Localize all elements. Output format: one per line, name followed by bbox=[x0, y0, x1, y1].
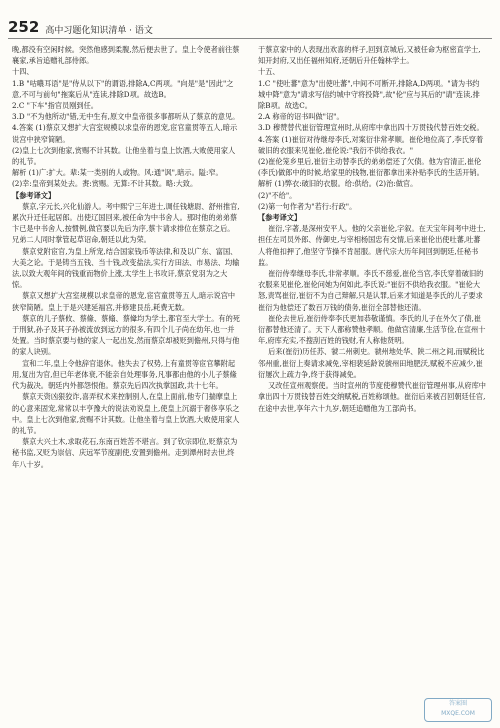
paragraph: 解析 (1)广:扩大。辈:某一类别的人或物。风:通"讽",暗示。隘:窄。 bbox=[12, 168, 223, 178]
paragraph: (2)皇上七次到他家,赏赐不计其数。让他坐着与皇上饮酒,大败使用家人的礼节。 bbox=[12, 145, 236, 167]
paragraph: (2)第一句作者为"若行:行政"。 bbox=[258, 201, 357, 211]
watermark-line1: 答案圈 bbox=[448, 700, 467, 707]
paragraph: 于蔡京家中的人表现出欢喜的样子,回到京城后,又被任命为枢密直学士,知开封府,又出任福州知府,还朝后升任翰林学士。 bbox=[258, 45, 481, 66]
paragraph: 蔡京又想扩大宫室规模以求皇帝的恩宠,宦官童贯等五人,暗示说宫中狭窄简陋。皇上于是兴建延福宫,并修建艮岳,耗费无数。 bbox=[12, 291, 236, 312]
reference-translation-heading: 【参考译文】 bbox=[12, 190, 56, 200]
paragraph: 崔衍,字著,是深州安平人。他的父亲崔伦,字叙。在天宝年间考中进士,担任左司员外郎、侍御史,与宰相杨国忠有交情,后来崔伦出使吐蕃,吐蕃人将他扣押了,他坚守节操不肯屈服。唐代宗大历年间回到朝廷,任秘书监。 bbox=[258, 224, 486, 267]
paragraph: 3.D 穆赞替代崔衍管理宣州时,从府库中拿出四十万贯钱代替百姓交税。 bbox=[258, 123, 484, 133]
watermark-line2: MXQE.COM bbox=[441, 710, 475, 717]
paragraph: (2)崔伦笼乡里后,崔衍主动替李氏的弟弟偿还了欠债。他为官清正,崔伦(李氏)做郎中的时候,给家里的钱物,崔衍都拿出来补贴李氏的生活开销。 bbox=[258, 157, 484, 178]
paragraph: 蔡京的儿子蔡攸、蔡絛、蔡翛、蔡鞗均为学士,都官至大学士。有的死于刑狱,孙子及其子孙被流放到远方的很多,有四个儿子尚在幼年,也一并处置。当时蔡京要与他的家人一起出发,然而蔡京却被贬到儋州,只得与他的家人诀别。 bbox=[12, 313, 240, 357]
paragraph: 又改任宣州观察使。当时宣州的节度使穆赞代崔衍管理州事,从府库中拿出四十万贯钱替百姓交纳赋税,百姓称颂他。崔衍后来被召回朝廷任官,在途中去世,享年六十九岁,朝廷追赠他为工部尚书。 bbox=[258, 381, 486, 413]
paragraph: 崔伦去世后,崔衍侍奉李氏更加恭敬谨慎。李氏的儿子在外欠了债,崔衍都替他还清了。天下人都称赞他孝顺。他做官清廉,生活节俭,在宣州十年,府库充实,不搜刮百姓的钱财,有人称他贤明。 bbox=[258, 313, 486, 346]
paragraph: 蔡京,字元长,兴化仙游人。考中熙宁三年进士,调任钱塘尉、舒州推官,累次升迁任起居郎。出使辽国回来,被任命为中书舍人。那时他的弟弟蔡卞已是中书舍人,按惯例,做官要以先后为序,蔡卞请求排位在蔡京之后。兄弟二人同时掌管起草诏命,朝廷以此为荣。 bbox=[12, 201, 240, 245]
paragraph: 1.C "使吐蕃"意为"出使吐蕃",中间不可断开,排除A,D两项。"请为书约城中降"意为"请求写信约城中守将投降",故"伦"应与其后的"请"连读,排除B项。故选C。 bbox=[258, 78, 480, 111]
paragraph: 4.答案 (1)崔衍对待继母李氏,对案衍非常孝顺。崔伦地位高了,李氏穿着破旧的衣服来见崔伦,崔伦说:"我衍不供给我衣。" bbox=[258, 134, 484, 155]
section-heading: 十五、 bbox=[258, 67, 280, 77]
page-number: 252 bbox=[8, 18, 40, 36]
watermark-stamp bbox=[424, 698, 492, 722]
page-header bbox=[8, 14, 492, 39]
paragraph: 晚,都没有空闲时候。突然他感到柔腹,然后便去世了。皇上令使者前往蔡襄家,承旨追赠礼部侍郎。 bbox=[12, 45, 240, 66]
paragraph: 2.A 称帝的诏书叫做"诏"。 bbox=[258, 112, 344, 122]
reference-translation-heading: 【参考译文】 bbox=[258, 213, 302, 223]
paragraph: 2.C "下车"指官员刚到任。 bbox=[12, 101, 98, 111]
paragraph: 蔡京大兴土木,求取花石,东南百姓苦不堪言。到了钦宗即位,贬蔡京为秘书监,又贬为崇信、庆远军节度副使,安置到儋州。走到潭州时去世,终年八十岁。 bbox=[12, 437, 238, 469]
paragraph: 后来(崔衍)历任苏、虢二州刺史。虢州地处华、陕二州之间,而赋税比邻州重,崔衍上奏请求减免,宰相裴延龄说虢州田地肥沃,赋税不应减少,崔衍屡次上疏力争,终于获得减免。 bbox=[258, 347, 485, 379]
left-column bbox=[12, 44, 240, 718]
paragraph: 宣和二年,皇上令他辞官退休。他失去了权势,上有童贯等宦官攀附起用,复出为官,但已年老体衰,不能亲自处理事务,凡事都由他的小儿子蔡絛代为裁决。朝廷内外都怨恨他。蔡京先后四次执掌国政,共十七年。 bbox=[12, 358, 237, 391]
paragraph: 解析 (1)弊衣:破旧的衣服。给:供给。(2)治:做官。 bbox=[258, 179, 418, 189]
paragraph: (2)幸:皇帝到某处去。赉:赏赐。无算:不计其数。略:大致。 bbox=[12, 179, 198, 189]
paragraph: 蔡京党附宦官,为皇上所宠,结合国家钱币等法律,和及以广东、富国、大美之论。于是铸当五钱、当十钱,改变盐法,实行方田法、市易法、均输法,以致大观年间的钱重而物价上涨,太学生上书攻讦,蔡京党羽为之大惊。 bbox=[12, 246, 240, 290]
paragraph: (2)"不给"。 bbox=[258, 190, 297, 200]
running-title: 高中习题化知识清单 · 语文 bbox=[45, 26, 153, 36]
paragraph: 崔衍侍奉继母李氏,非常孝顺。李氏不慈爱,崔伦当官,李氏穿着破旧的衣服来见崔伦,崔伦问她为何如此,李氏说:"崔衍不供给我衣服。"崔伦大怒,责骂崔衍,崔衍不为自己辩解,只是认罪,后来才知道是李氏的儿子要求崔衍为他偿还了数百万钱的债务,崔衍全部替他还清。 bbox=[258, 269, 484, 312]
paragraph: 1.B "咕噥耳语"是"侍从以下"的谓语,排除A,C两项。"向是"是"因此"之意,不可与前句"拖案后从"连读,排除D项。故选B。 bbox=[12, 78, 234, 99]
right-column bbox=[258, 44, 486, 718]
section-heading: 十四、 bbox=[12, 67, 34, 77]
paragraph: 3.D "不为他所动"错,无中生有,原文中皇帝很多事都听从了蔡京的意见。 bbox=[12, 112, 240, 122]
paragraph: 蔡京天资凶狠狡诈,喜弄权术来控制别人,在皇上面前,他专门揣摩皇上的心意来固宠,常常以丰亨豫大的说法劝说皇上,使皇上沉溺于奢侈享乐之中。皇上七次到他家,赏赐不计其数。让他坐着与皇上饮酒,大败使用家人的礼节。 bbox=[12, 392, 240, 435]
paragraph: 4.答案 (1)蔡京又想扩大宫室规模以求皇帝的恩宠,宦官童贯等五人,暗示说宫中狭窄简陋。 bbox=[12, 123, 238, 144]
